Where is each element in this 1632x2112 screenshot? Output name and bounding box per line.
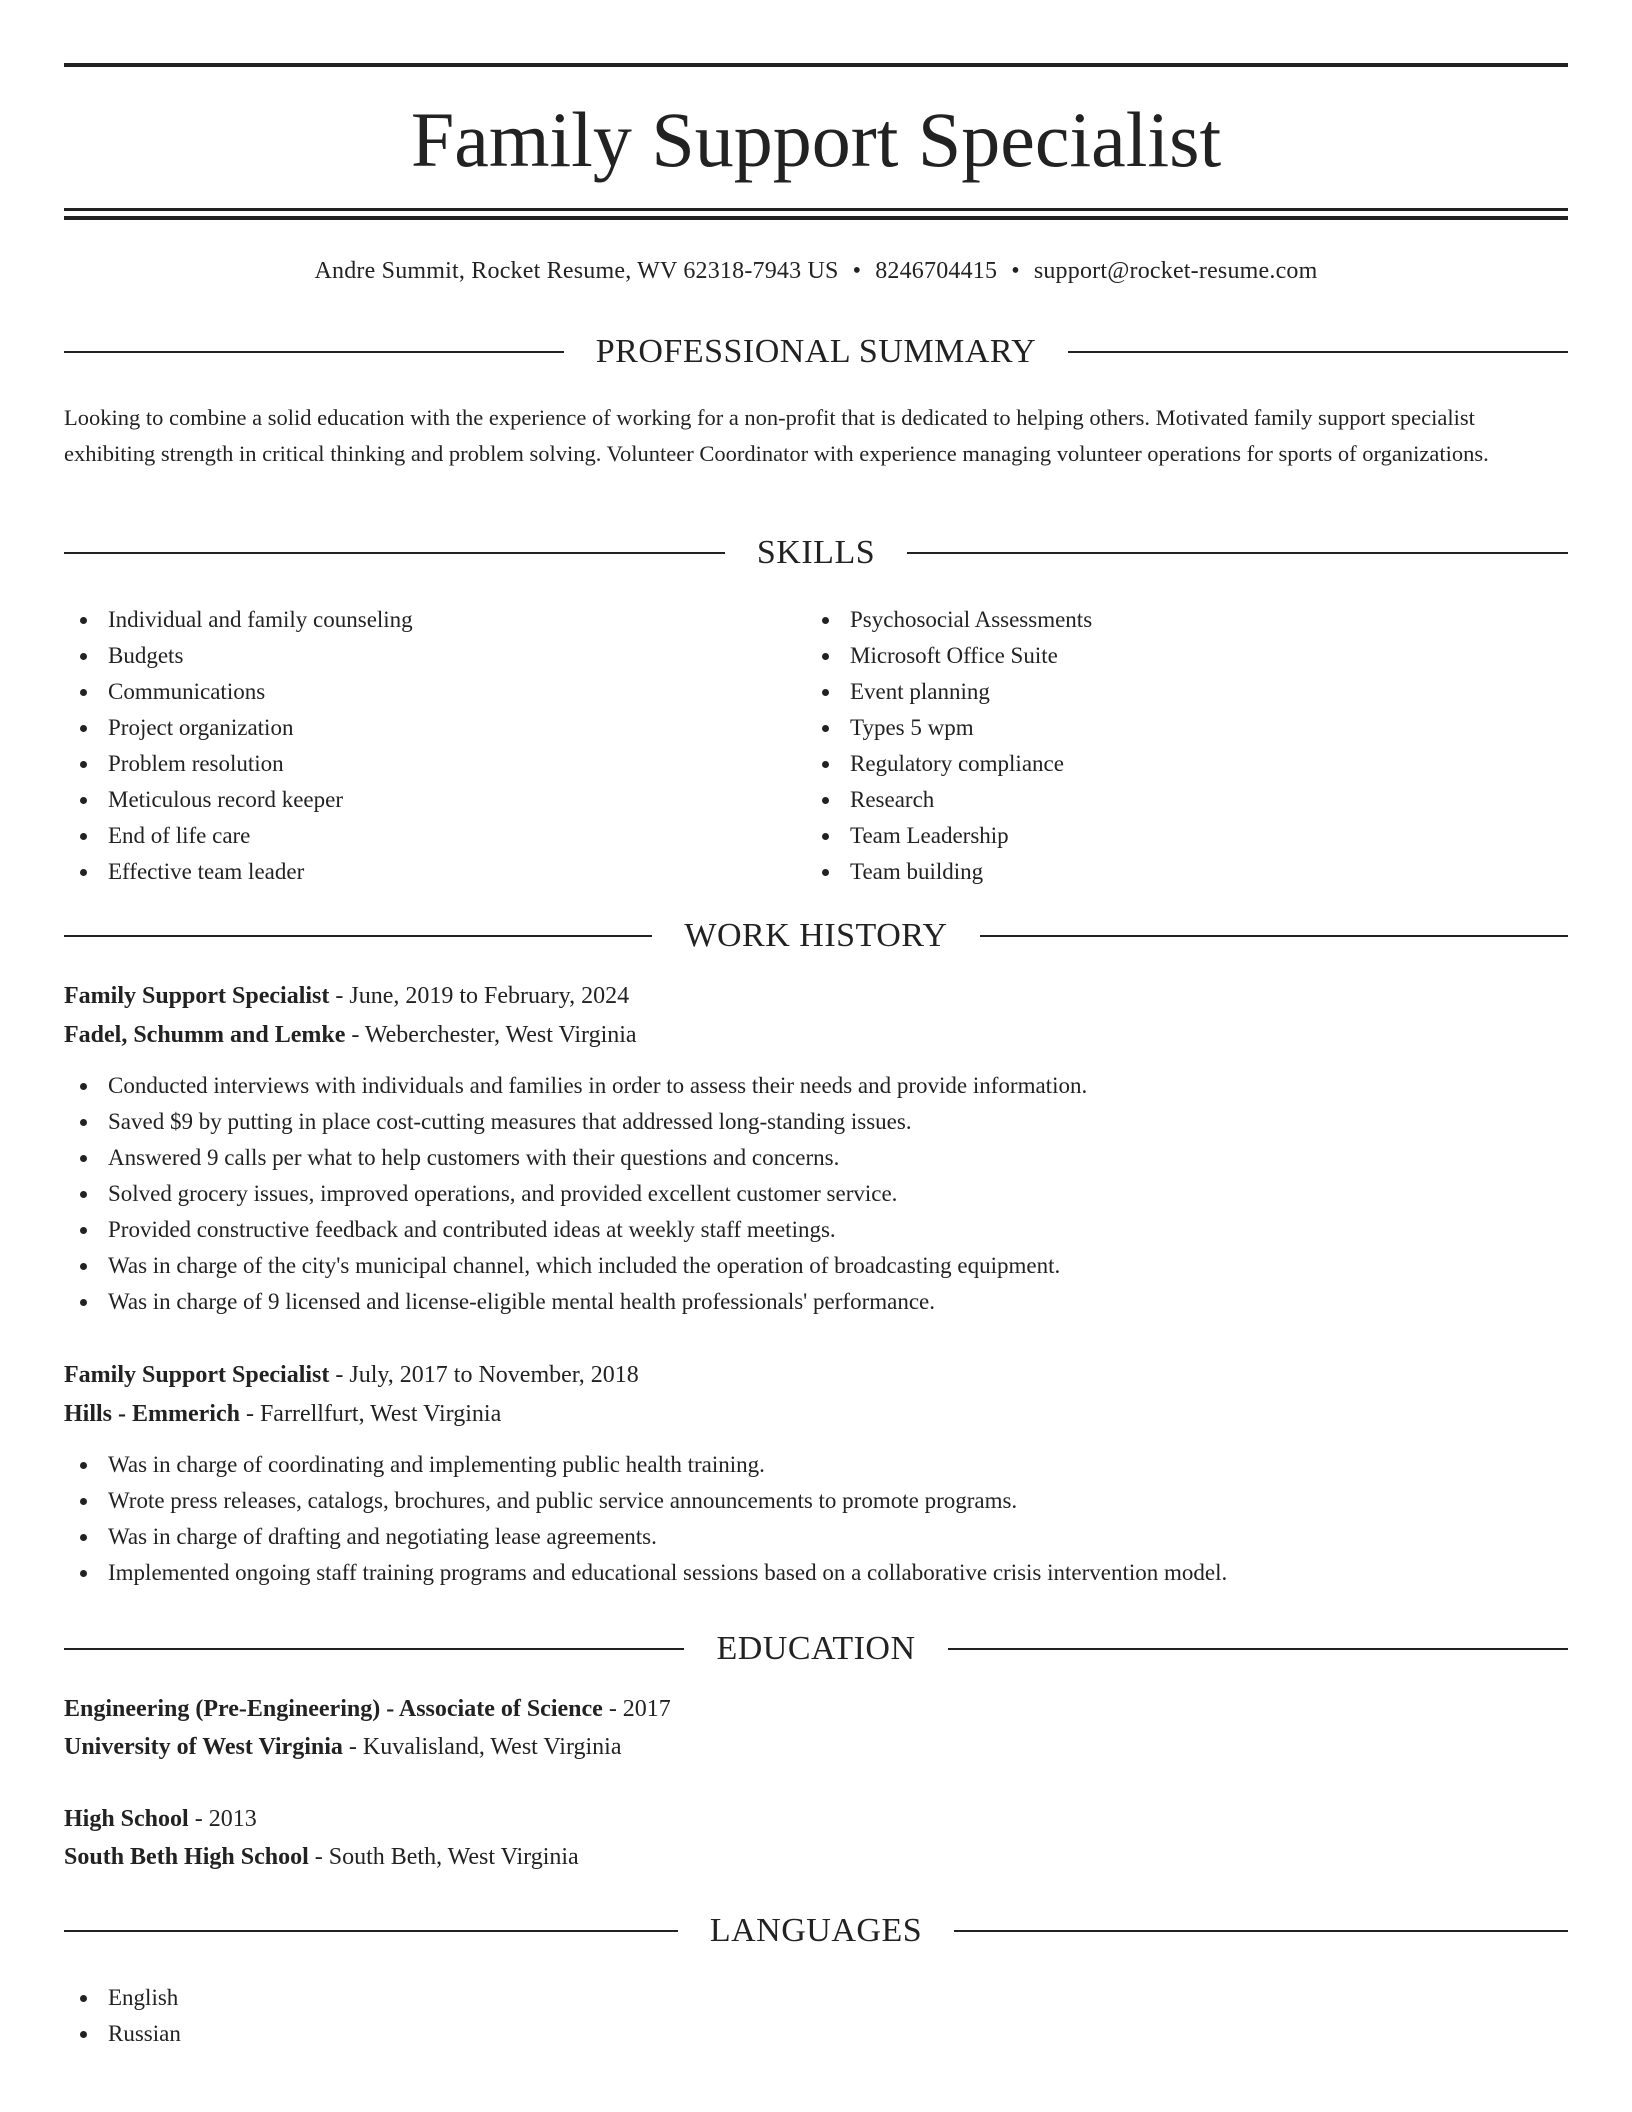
job-company-line [64,1394,1568,1434]
job-bullet: Wrote press releases, catalogs, brochures, and public service announcements to promote programs. [64,1483,1568,1519]
education-school: South Beth High School [64,1844,309,1870]
top-rule [64,63,1568,67]
job-bullet: Was in charge of 9 licensed and license-eligible mental health professionals' performance. [64,1284,1568,1320]
language-item: Russian [64,2016,1568,2052]
section-title-skills: SKILLS [756,534,876,571]
skill-item: Team building [806,854,1566,890]
job-location: - Weberchester, West Virginia [345,1022,637,1048]
section-header-summary [64,330,1568,374]
section-rule [948,1648,1568,1650]
education-location: - Kuvalisland, West Virginia [342,1734,622,1760]
education-school-line [64,1837,1568,1877]
title-rule-lower [64,216,1568,220]
job-company: Hills - Emmerich [64,1401,240,1427]
job-position: Family Support Specialist [64,983,330,1009]
skill-item: Research [806,782,1566,818]
summary-text: Looking to combine a solid education with the experience of working for a non-profit that is dedicated to helping others. Motivated family support specialist exhibiting strength in critical thinking and problem solving. Volunteer Coordinator with experience managing volunteer operations for sports of organizations. [64,405,1489,466]
skill-item: Problem resolution [64,746,804,782]
contact-email: support@rocket-resume.com [1033,258,1318,284]
section-rule [1068,351,1568,353]
education-degree-line [64,1689,1568,1729]
job-dates: - July, 2017 to November, 2018 [329,1362,639,1388]
section-rule [64,351,564,353]
section-header-skills [64,531,1568,575]
skill-item: Individual and family counseling [64,602,804,638]
section-rule [954,1930,1568,1932]
job-bullet: Conducted interviews with individuals and families in order to assess their needs and provide information. [64,1068,1568,1104]
job-bullet: Implemented ongoing staff training programs and educational sessions based on a collaborative crisis intervention model. [64,1555,1568,1591]
section-rule [907,552,1568,554]
skill-item: Event planning [806,674,1566,710]
section-header-work [64,914,1568,958]
skill-item: Communications [64,674,804,710]
education-degree: Engineering (Pre-Engineering) - Associate of Science [64,1696,603,1722]
section-rule [64,935,652,937]
job-title-line [64,1355,1568,1395]
skill-item: Effective team leader [64,854,804,890]
skill-item: Types 5 wpm [806,710,1566,746]
education-year: - 2017 [602,1696,671,1722]
job-company: Fadel, Schumm and Lemke [64,1022,346,1048]
job-dates: - June, 2019 to February, 2024 [329,983,630,1009]
section-header-languages [64,1909,1568,1953]
skill-item: Project organization [64,710,804,746]
education-school-line [64,1727,1568,1767]
education-year: - 2013 [188,1806,257,1832]
job-bullets [64,1447,1568,1591]
contact-separator: • [852,258,862,284]
skill-item: Team Leadership [806,818,1566,854]
section-rule [64,1648,684,1650]
skill-item: Microsoft Office Suite [806,638,1566,674]
skill-item: Regulatory compliance [806,746,1566,782]
job-bullet: Answered 9 calls per what to help customers with their questions and concerns. [64,1140,1568,1176]
languages-list [64,1980,1568,2052]
job-bullet: Provided constructive feedback and contributed ideas at weekly staff meetings. [64,1212,1568,1248]
job-bullet: Was in charge of drafting and negotiating lease agreements. [64,1519,1568,1555]
resume-title: Family Support Specialist [410,96,1222,183]
section-title-work: WORK HISTORY [684,917,948,954]
contact-phone: 8246704415 [875,258,998,284]
section-title-languages: LANGUAGES [709,1912,923,1949]
contact-address: Andre Summit, Rocket Resume, WV 62318-7943 US [314,258,839,284]
section-title-summary: PROFESSIONAL SUMMARY [595,333,1037,370]
education-degree-line [64,1799,1568,1839]
job-company-line [64,1015,1568,1055]
job-bullet: Saved $9 by putting in place cost-cutting measures that addressed long-standing issues. [64,1104,1568,1140]
skill-item: Budgets [64,638,804,674]
job-bullets [64,1068,1568,1320]
job-location: - Farrellfurt, West Virginia [239,1401,502,1427]
skills-list-left [64,602,804,890]
section-header-education [64,1627,1568,1671]
contact-separator: • [1011,258,1020,284]
education-school: University of West Virginia [64,1734,343,1760]
job-position: Family Support Specialist [64,1362,330,1388]
title-rule-upper [64,208,1568,211]
section-rule [980,935,1568,937]
skill-item: Psychosocial Assessments [806,602,1566,638]
education-location: - South Beth, West Virginia [308,1844,579,1870]
language-item: English [64,1980,1568,2016]
job-bullet: Solved grocery issues, improved operations, and provided excellent customer service. [64,1176,1568,1212]
job-bullet: Was in charge of coordinating and implementing public health training. [64,1447,1568,1483]
job-bullet: Was in charge of the city's municipal channel, which included the operation of broadcasting equipment. [64,1248,1568,1284]
skill-item: Meticulous record keeper [64,782,804,818]
job-title-line [64,976,1568,1016]
contact-line [64,254,1568,288]
section-rule [64,1930,678,1932]
skills-list-right [806,602,1566,890]
section-title-education: EDUCATION [716,1630,916,1667]
skill-item: End of life care [64,818,804,854]
section-rule [64,552,725,554]
education-degree: High School [64,1806,189,1832]
